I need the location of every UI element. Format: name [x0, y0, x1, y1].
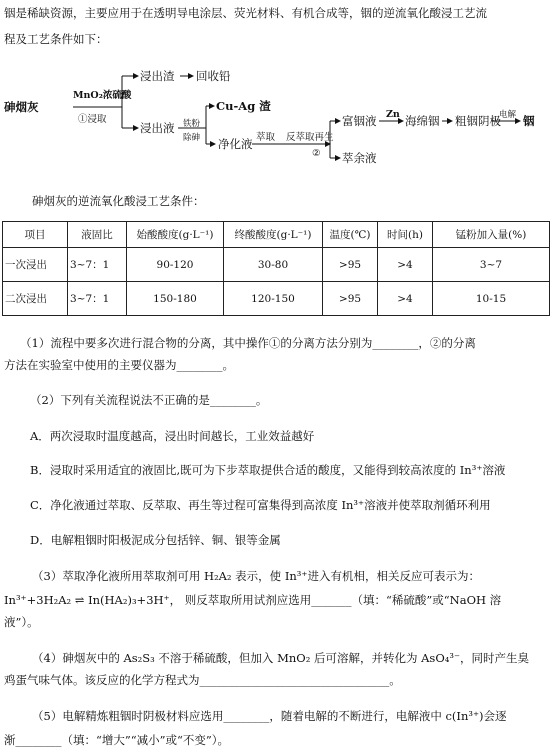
table-cell: 3~7：1 — [68, 248, 127, 282]
flow-start-ash: 砷烟灰 — [4, 100, 39, 114]
q5-line-2: 渐________（填：“增大”“减小”或“不变”）。 — [4, 733, 230, 747]
table-cell: 120-150 — [224, 282, 323, 316]
table-header: 温度(℃) — [323, 222, 378, 248]
flow-leach-residue: 浸出渣 — [140, 69, 175, 83]
table-cell: 一次浸出 — [3, 248, 68, 282]
flow-pure-indium: 铟 — [523, 114, 535, 128]
flow-zinc: Zn — [386, 109, 400, 120]
q2-option-b: B．浸取时采用适宜的液固比,既可为下步萃取提供合适的酸度，又能得到较高浓度的 In³⁺溶液 — [30, 463, 506, 477]
intro-line-1: 铟是稀缺资源，主要应用于在透明导电涂层、荧光材料、有机合成等，铟的逆流氧化酸浸工艺流 — [4, 6, 487, 20]
q4-line-2: 鸡蛋气味气体。该反应的化学方程式为_________________________________。 — [4, 673, 401, 687]
q2-option-c: C．净化液通过萃取、反萃取、再生等过程可富集得到高浓度 In³⁺溶液并使萃取剂循环利用 — [30, 498, 491, 512]
table-cell: 90-120 — [127, 248, 224, 282]
flow-strip-regenerate: 反萃取再生 — [286, 132, 334, 143]
q4-line-1: （4）砷烟灰中的 As₂S₃ 不溶于稀硫酸，但加入 MnO₂ 后可溶解，并转化为 AsO₄³⁻，同时产生臭 — [32, 651, 530, 665]
table-row — [3, 282, 550, 316]
table-cell: 3~7：1 — [68, 282, 127, 316]
table-cell: >4 — [378, 282, 433, 316]
conditions-table — [2, 221, 550, 316]
flow-raffinate: 萃余液 — [342, 151, 377, 165]
flow-rich-indium-liquor: 富铟液 — [342, 114, 377, 128]
table-cell: >4 — [378, 248, 433, 282]
q1-line-1: （1）流程中要多次进行混合物的分离，其中操作①的分离方法分别为________，②的分离 — [20, 336, 476, 350]
flow-recover-lead: 回收铅 — [196, 69, 231, 83]
flow-remove-arsenic: 除砷 — [183, 133, 201, 143]
table-cell: 二次浸出 — [3, 282, 68, 316]
table-cell: >95 — [323, 248, 378, 282]
intro-line-2: 程及工艺条件如下： — [4, 32, 108, 46]
flow-electrolysis: 电解 — [499, 110, 517, 120]
table-cell: 10-15 — [433, 282, 550, 316]
flow-extract: 萃取 — [256, 132, 276, 143]
q2-option-a: A．两次浸取时温度越高，浸出时间越长，工业效益越好 — [30, 429, 315, 443]
flow-crude-cathode: 粗铟阴极 — [455, 114, 501, 128]
table-header: 终酸酸度(g·L⁻¹) — [224, 222, 323, 248]
flow-purified-liquor: 净化液 — [218, 137, 253, 151]
flow-reagent-mno2: MnO₂浓硫酸 — [73, 90, 132, 101]
table-cell: >95 — [323, 282, 378, 316]
table-header: 锰粉加入量(%) — [433, 222, 550, 248]
table-header-row — [3, 222, 550, 248]
table-row — [3, 248, 550, 282]
q3-line-2: In³⁺+3H₂A₂ ⇌ In(HA₂)₃+3H⁺， 则反萃取所用试剂应选用_______（填：“稀硫酸”或“NaOH 溶 — [4, 593, 502, 607]
flow-sponge-indium: 海绵铟 — [405, 114, 440, 128]
q2-option-d: D．电解粗铟时阳极泥成分包括锌、铜、银等金属 — [30, 533, 281, 547]
q1-line-2: 方法在实验室中使用的主要仪器为________。 — [4, 358, 234, 372]
flow-leach-liquor: 浸出液 — [140, 121, 175, 135]
table-cell: 3~7 — [433, 248, 550, 282]
table-caption: 砷烟灰的逆流氧化酸浸工艺条件： — [32, 194, 205, 208]
q2-stem: （2）下列有关流程说法不正确的是________。 — [30, 393, 268, 407]
table-cell: 150-180 — [127, 282, 224, 316]
table-header: 液固比 — [68, 222, 127, 248]
table-header: 项目 — [3, 222, 68, 248]
flow-iron-powder: 铁粉 — [183, 119, 201, 129]
q5-line-1: （5）电解精炼粗铟时阴极材料应选用________，随着电解的不断进行，电解液中 c(In³⁺)会逐 — [32, 709, 507, 723]
flow-step-leach: ①浸取 — [78, 114, 107, 125]
flow-cu-ag-residue: Cu-Ag 渣 — [216, 99, 271, 113]
table-header: 始酸酸度(g·L⁻¹) — [127, 222, 224, 248]
table-header: 时间(h) — [378, 222, 433, 248]
flow-step-2: ② — [312, 148, 321, 159]
q3-line-3: 液”）。 — [4, 615, 39, 629]
q3-line-1: （3）萃取净化液所用萃取剂可用 H₂A₂ 表示，使 In³⁺进入有机相，相关反应可表示为： — [32, 569, 480, 583]
table-cell: 30-80 — [224, 248, 323, 282]
